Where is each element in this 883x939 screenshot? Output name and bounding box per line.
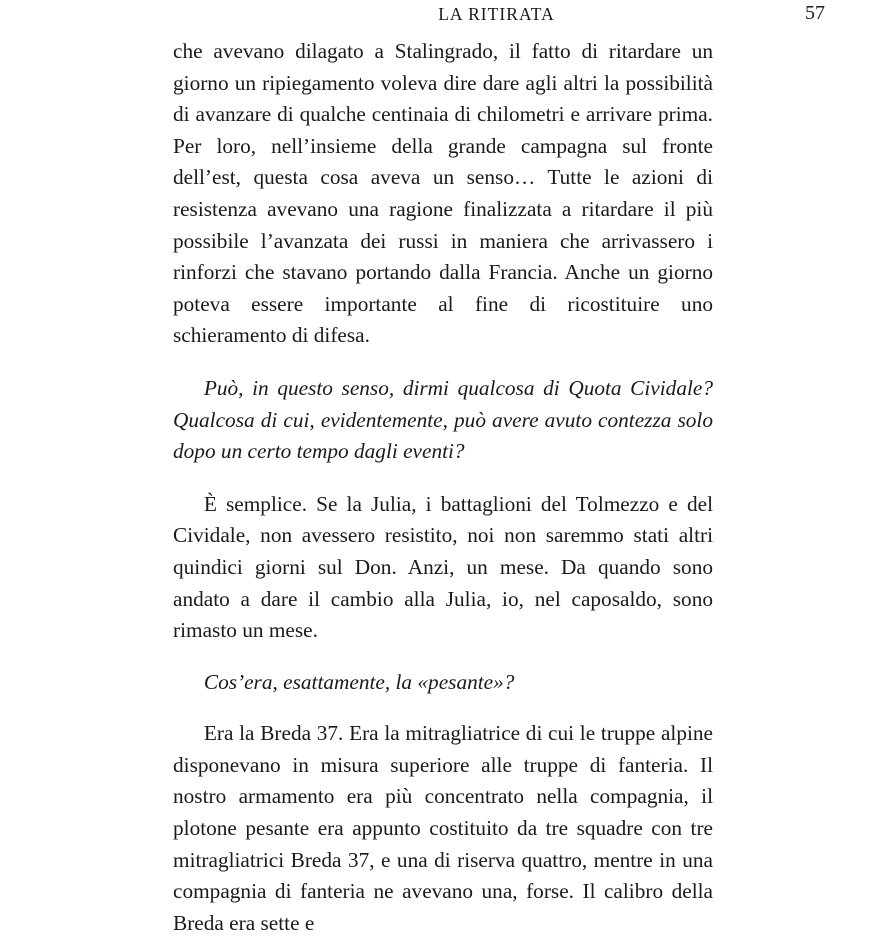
paragraph-spacer (173, 352, 713, 373)
running-head: LA RITIRATA (438, 4, 555, 24)
paragraph-spacer (173, 698, 713, 718)
paragraph-spacer (173, 647, 713, 667)
paragraph-spacer (173, 468, 713, 489)
text-block (173, 36, 713, 939)
interview-answer: È semplice. Se la Julia, i battaglioni del Tolmezzo e del Cividale, non avessero resistito, noi non saremmo stati altri quindici giorni sul Don. Anzi, un mese. Da quando sono andato a dare il cambio alla Julia, io, nel caposaldo, sono rimasto un mese. (173, 491, 713, 643)
interview-question: Può, in questo senso, dirmi qualcosa di Quota Cividale? Qualcosa di cui, evidentemente, può avere avuto contezza solo dopo un certo tempo dagli eventi? (173, 375, 713, 464)
paragraph-continuation: che avevano dilagato a Stalingrado, il fatto di ritardare un giorno un ripiegamento voleva dire dare agli altri la possibilità di avanzare di qualche centinaia di chilometri e arrivare prima. Per loro, nell’insieme della grande campagna sul fronte dell’est, questa cosa aveva un senso… Tutte le azioni di resistenza avevano una ragione finalizzata a ritardare il più possibile l’avanzata dei russi in maniera che arrivassero i rinforzi che stavano portando dalla Francia. Anche un giorno poteva essere importante al fine di ricostituire uno schieramento di difesa. (173, 39, 713, 348)
page-header (168, 4, 825, 30)
interview-answer: Era la Breda 37. Era la mitragliatrice di cui le truppe alpine disponevano in misura superiore alle truppe di fanteria. Il nostro armamento era più concentrato nella compagnia, il plotone pesante era appunto costituito da tre squadre con tre mitragliatrici Breda 37, e una di riserva quattro, mentre in una compagnia di fanteria ne avevano una, forse. Il calibro della Breda era sette e (173, 721, 713, 935)
interview-question: Cos’era, esattamente, la «pesante»? (203, 669, 515, 694)
page-number: 57 (805, 2, 825, 24)
